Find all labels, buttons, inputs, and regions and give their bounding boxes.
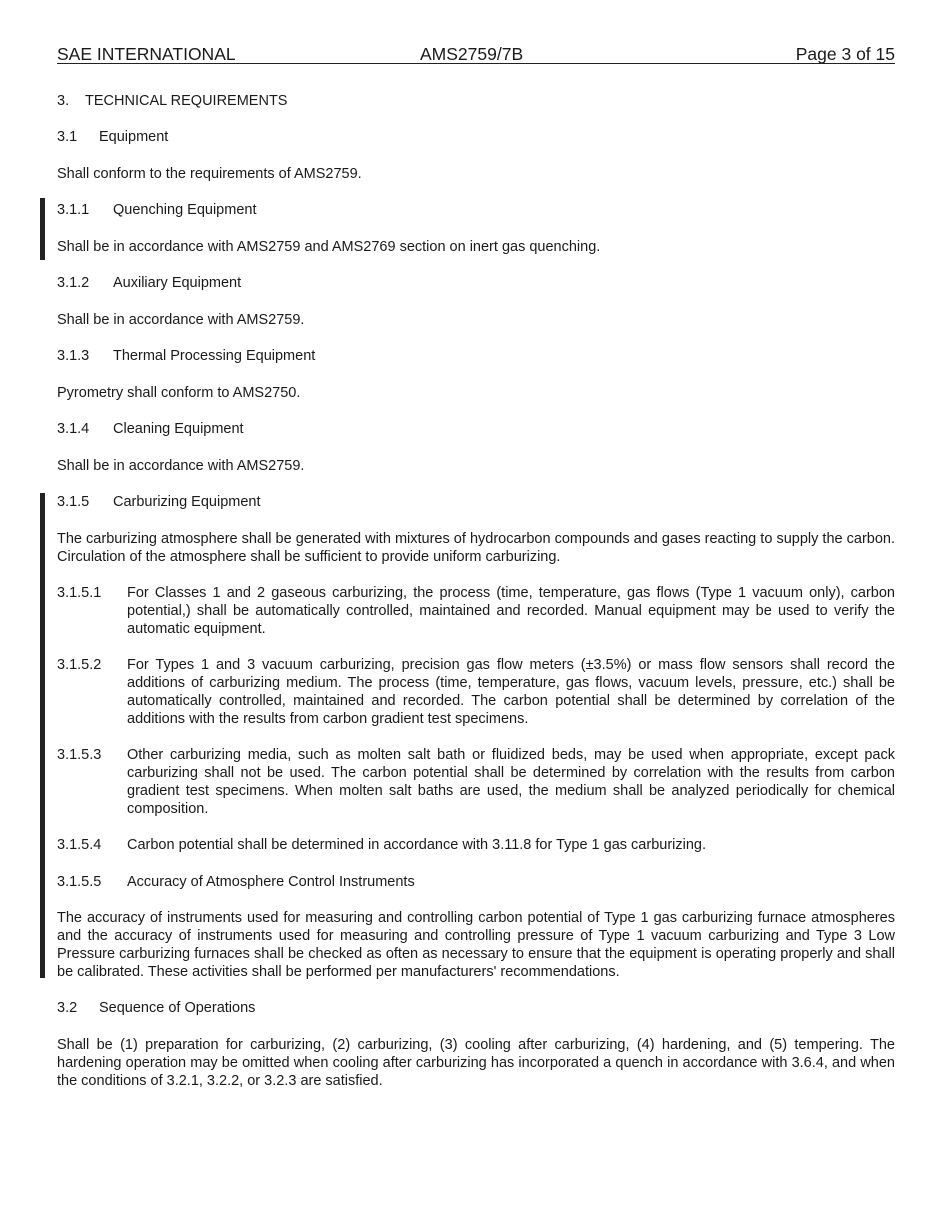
- section-text-3-1-2: Shall be in accordance with AMS2759.: [57, 312, 305, 328]
- section-title: Accuracy of Atmosphere Control Instruments: [127, 874, 415, 890]
- header-page-number: Page 3 of 15: [795, 44, 895, 64]
- section-number: 3.1.5.5: [57, 874, 102, 890]
- header-rule: [57, 63, 895, 64]
- subsection-3-1-5-2: [57, 656, 895, 728]
- header-org: SAE INTERNATIONAL: [57, 44, 236, 64]
- header-doc-id: AMS2759/7B: [420, 44, 524, 64]
- section-heading-3-1-2: [57, 274, 241, 292]
- change-bar-3-1-5: [40, 493, 45, 978]
- section-heading-3-2: [57, 999, 255, 1017]
- section-title: Equipment: [99, 129, 169, 145]
- section-title: Sequence of Operations: [99, 1000, 256, 1016]
- section-title: Carburizing Equipment: [113, 494, 261, 510]
- section-heading-3-1-4: [57, 420, 244, 438]
- section-title: TECHNICAL REQUIREMENTS: [85, 93, 288, 109]
- section-heading-3-1-5: [57, 493, 261, 511]
- change-bar-3-1-1: [40, 198, 45, 260]
- section-number: 3.1.5.2: [57, 657, 102, 673]
- section-text-3-1-5-5: The accuracy of instruments used for measuring and controlling carbon potential of Type 1 gas carburizing furnace atmospheres and the accuracy of instruments used for measuring and controlling pressure of Type 1 vacuum carburizing and Type 3 Low Pressure carburizing furnaces shall be checked as often as necessary to ensure that the equipment is operating properly and shall be calibrated. These activities shall be performed per manufacturers' recommendations.: [57, 910, 895, 980]
- section-number: 3.: [57, 93, 70, 109]
- section-number: 3.1: [57, 129, 78, 145]
- subsection-3-1-5-4: [57, 836, 706, 854]
- section-number: 3.1.5.4: [57, 837, 102, 853]
- section-number: 3.1.5: [57, 494, 90, 510]
- section-text-3-1-4: Shall be in accordance with AMS2759.: [57, 458, 305, 474]
- section-heading-3-1: [57, 128, 168, 146]
- section-title: Quenching Equipment: [113, 202, 257, 218]
- section-heading-3-1-3: [57, 347, 315, 365]
- section-heading-3: [57, 92, 287, 110]
- section-number: 3.1.5.1: [57, 585, 102, 601]
- section-number: 3.1.2: [57, 275, 90, 291]
- section-heading-3-1-5-5: [57, 873, 415, 891]
- section-number: 3.2: [57, 1000, 78, 1016]
- subsection-text: Carbon potential shall be determined in accordance with 3.11.8 for Type 1 gas carburizing.: [127, 837, 707, 853]
- section-text-3-1: Shall conform to the requirements of AMS2759.: [57, 166, 362, 182]
- section-text-3-2: Shall be (1) preparation for carburizing, (2) carburizing, (3) cooling after carburizing, (4) hardening, and (5) tempering. The hardening operation may be omitted when cooling after carburizing has incorporated a quench in accordance with 3.6.4, and when the conditions of 3.2.1, 3.2.2, or 3.2.3 are satisfied.: [57, 1037, 895, 1089]
- section-number: 3.1.1: [57, 202, 90, 218]
- section-text-3-1-1: Shall be in accordance with AMS2759 and AMS2769 section on inert gas quenching.: [57, 239, 601, 255]
- subsection-3-1-5-1: [57, 584, 895, 638]
- subsection-3-1-5-3: [57, 746, 895, 818]
- section-text-3-1-5: The carburizing atmosphere shall be generated with mixtures of hydrocarbon compounds and gases reacting to supply the carbon. Circulation of the atmosphere shall be sufficient to provide uniform carburizing.: [57, 531, 895, 565]
- subsection-text: Other carburizing media, such as molten salt bath or fluidized beds, may be used when appropriate, except pack carburizing shall not be used. The carbon potential shall be determined by correlation with the results from carbon gradient test specimens. When molten salt baths are used, the medium shall be analyzed periodically for chemical composition.: [127, 747, 895, 817]
- section-number: 3.1.5.3: [57, 747, 102, 763]
- section-number: 3.1.3: [57, 348, 90, 364]
- subsection-text: For Classes 1 and 2 gaseous carburizing, the process (time, temperature, gas flows (Type 1 vacuum only), carbon potential,) shall be automatically controlled, maintained and recorded. Manual equipment may be used to verify the automatic equipment.: [127, 585, 895, 637]
- section-title: Thermal Processing Equipment: [113, 348, 316, 364]
- section-title: Cleaning Equipment: [113, 421, 244, 437]
- section-text-3-1-3: Pyrometry shall conform to AMS2750.: [57, 385, 301, 401]
- subsection-text: For Types 1 and 3 vacuum carburizing, precision gas flow meters (±3.5%) or mass flow sensors shall record the additions of carburizing medium. The process (time, temperature, gas flows, vacuum levels, pressure, etc.) shall be automatically controlled, maintained and recorded. The carbon potential shall be determined by correlation of the additions with the results from carbon gradient test specimens.: [127, 657, 895, 727]
- section-number: 3.1.4: [57, 421, 90, 437]
- section-title: Auxiliary Equipment: [113, 275, 242, 291]
- section-heading-3-1-1: [57, 201, 257, 219]
